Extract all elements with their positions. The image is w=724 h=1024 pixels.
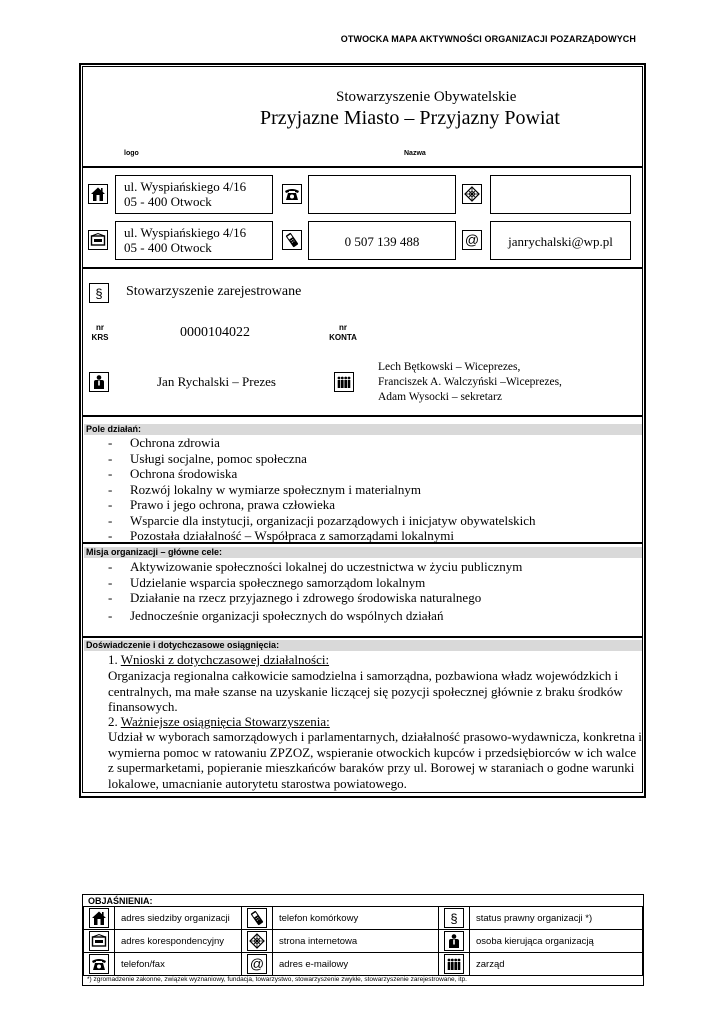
experience-heading: Doświadczenie i dotychczasowe osiągnięcia:	[84, 640, 642, 651]
website-box	[490, 175, 631, 214]
seat-address-line2: 05 - 400 Otwock	[124, 194, 212, 209]
legend-label: telefon/fax	[115, 953, 242, 976]
name-label: Nazwa	[404, 150, 426, 157]
legend-label: telefon komórkowy	[273, 907, 439, 930]
experience-sec1-text: Organizacja regionalna całkowicie samodzielna i samorządna, pozbawiona władz wojewódzkich i centralnych, ma małe szanse na uzyskanie liczącej się pozycji społecznej głównie z braku środków finansowych.	[108, 668, 623, 714]
president: Jan Rychalski – Prezes	[157, 374, 276, 389]
legend-label: zarząd	[470, 953, 643, 976]
account-label: nr KONTA	[329, 323, 357, 342]
krs-number: 0000104022	[180, 325, 250, 340]
legend-heading: OBJAŚNIENIA:	[88, 896, 153, 906]
document-header: OTWOCKA MAPA AKTYWNOŚCI ORGANIZACJI POZARZĄDOWYCH	[340, 34, 636, 44]
legend-table	[83, 906, 643, 976]
logo-label: logo	[124, 150, 139, 157]
telephone-icon	[282, 184, 302, 204]
paragraph-icon	[444, 908, 464, 928]
legend-label: adres korespondencyjny	[115, 930, 242, 953]
list-item: - Ochrona środowiska	[108, 466, 638, 482]
group-icon	[334, 372, 354, 392]
person-icon	[89, 372, 109, 392]
list-item: - Prawo i jego ochrona, prawa człowieka	[108, 497, 638, 513]
experience-sec2-text: Udział w wyborach samorządowych i parlamentarnych, działalność prasowo-wydawnicza, konkretna i wymierna pomoc w ratowaniu ZPZOZ, wspieranie otwockich kupców i przedsiębiorców w ich walce z supermarketami, popieranie mieszkańców baraków przy ul. Borowej w staraniach o godne warunki lokalowe, umacnianie autorytetu starostwa powiatowego.	[108, 729, 642, 791]
seat-address-box	[115, 175, 273, 214]
phone-box	[308, 175, 456, 214]
board-member: Franciszek A. Walczyński –Wiceprezes,	[378, 376, 562, 388]
krs-label: nr KRS	[91, 323, 109, 342]
mobile-box: 0 507 139 488	[308, 221, 456, 260]
at-sign-icon	[462, 230, 482, 250]
fields-heading: Pole działań:	[84, 424, 642, 435]
org-name-line1: Stowarzyszenie Obywatelskie	[336, 89, 517, 105]
fields-list	[108, 435, 638, 544]
legend	[82, 894, 644, 986]
web-icon	[247, 931, 267, 951]
corr-address-box	[115, 221, 273, 260]
list-item: - Aktywizowanie społeczności lokalnej do uczestnictwa w życiu publicznym	[108, 559, 638, 575]
mission-list	[108, 559, 638, 623]
list-item: - Pozostała działalność – Współpraca z samorządami lokalnymi	[108, 528, 638, 544]
mobile-phone-icon	[282, 230, 302, 250]
org-name-line2: Przyjazne Miasto – Przyjazny Powiat	[260, 107, 560, 129]
mailbox-icon	[89, 931, 109, 951]
mobile-phone-icon	[247, 908, 267, 928]
telephone-icon	[89, 954, 109, 974]
legend-label: osoba kierująca organizacją	[470, 930, 643, 953]
legend-row	[84, 953, 643, 976]
group-icon	[444, 954, 464, 974]
mission-heading: Misja organizacji – główne cele:	[84, 547, 642, 558]
legend-row	[84, 907, 643, 930]
mailbox-icon	[88, 230, 108, 250]
board-member: Adam Wysocki – sekretarz	[378, 391, 502, 403]
experience-sec2-title: 2. Ważniejsze osiągnięcia Stowarzyszenia:	[108, 714, 330, 729]
list-item: - Wsparcie dla instytucji, organizacji pozarządowych i inicjatyw obywatelskich	[108, 513, 638, 529]
web-icon	[462, 184, 482, 204]
legal-status: Stowarzyszenie zarejestrowane	[126, 284, 302, 299]
email-box: janrychalski@wp.pl	[490, 221, 631, 260]
legend-label: status prawny organizacji *)	[470, 907, 643, 930]
list-item: - Usługi socjalne, pomoc społeczna	[108, 451, 638, 467]
legend-row	[84, 930, 643, 953]
seat-address-line1: ul. Wyspiańskiego 4/16	[124, 179, 247, 194]
list-item: - Rozwój lokalny w wymiarze społecznym i materialnym	[108, 482, 638, 498]
list-item: - Jednocześnie organizacji społecznych do wspólnych działań	[108, 608, 638, 624]
list-item: - Udzielanie wsparcia społecznego samorządom lokalnym	[108, 575, 638, 591]
at-sign-icon	[247, 954, 267, 974]
corr-address-line2: 05 - 400 Otwock	[124, 240, 212, 255]
board-member: Lech Bętkowski – Wiceprezes,	[378, 361, 521, 373]
legend-label: adres siedziby organizacji	[115, 907, 242, 930]
legend-label: adres e-mailowy	[273, 953, 439, 976]
house-icon	[88, 184, 108, 204]
corr-address-line1: ul. Wyspiańskiego 4/16	[124, 225, 247, 240]
experience-sec1-title: 1. Wnioski z dotychczasowej działalności:	[108, 652, 330, 667]
legend-footnote: *) zgromadzenie zakonne, związek wyznaniowy, fundacja, towarzystwo, stowarzyszenie zwykłe, stowarzyszenie zarejestrowane, itp.	[87, 976, 467, 983]
list-item: - Działanie na rzecz przyjaznego i zdrowego środowiska naturalnego	[108, 590, 638, 606]
list-item: - Ochrona zdrowia	[108, 435, 638, 451]
house-icon	[89, 908, 109, 928]
board-members	[378, 360, 562, 405]
paragraph-icon	[89, 283, 109, 303]
legend-label: strona internetowa	[273, 930, 439, 953]
person-icon	[444, 931, 464, 951]
